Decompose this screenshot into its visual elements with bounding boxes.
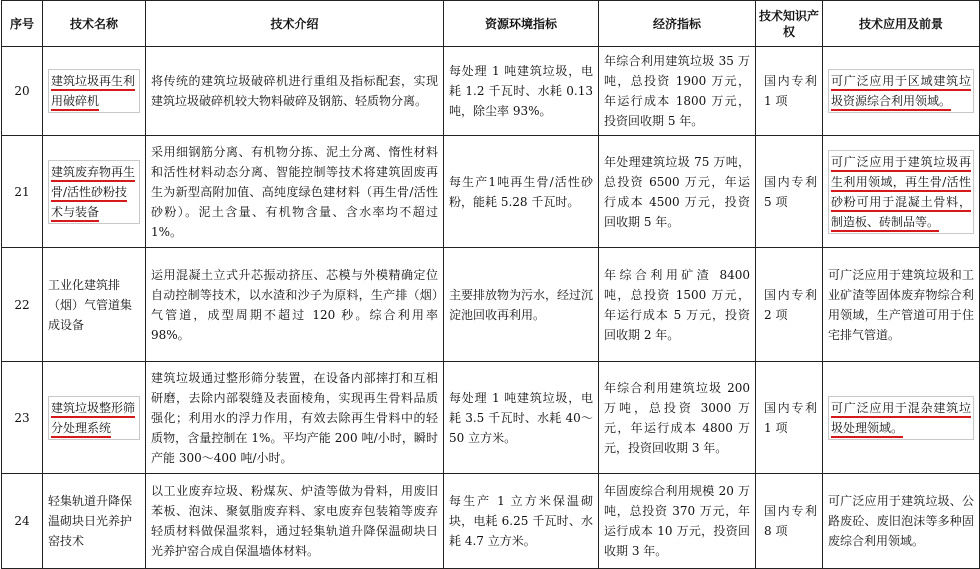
application-cell xyxy=(823,47,980,136)
header-name: 技术名称 xyxy=(43,1,146,47)
table-row xyxy=(2,362,980,474)
header-intro: 技术介绍 xyxy=(146,1,444,47)
tech-intro-cell: 运用混凝土立式升芯振动挤压、芯模与外模精确定位自动控制等技术，以水渣和沙子为原料，生产排（烟）气管道，成型周期不超过 120 秒。综合利用率 98%。 xyxy=(146,248,444,362)
tech-name-cell: 轻集轨道升降保温砌块日光养护窑技术 xyxy=(43,474,146,569)
header-row xyxy=(2,1,980,47)
env-indicator-cell: 每生产1吨再生骨/活性砂粉，能耗 5.28 千瓦时。 xyxy=(444,136,599,248)
highlighted-text: 建筑垃圾再生利用破碎机 xyxy=(51,74,136,108)
highlighted-text: 建筑废弃物再生骨/活性砂粉技术与装备 xyxy=(51,164,136,219)
header-econ: 经济指标 xyxy=(599,1,756,47)
tech-intro-cell: 采用细钢筋分离、有机物分拣、泥土分离、惰性材料和活性材料动态分离、智能控制等技术将建筑固废再生为新型高附加值、高纯度绿色建材料（再生骨/活性砂粉）。泥土含量、有机物含量、含水率均不超过 1%。 xyxy=(146,136,444,248)
highlight-box xyxy=(48,396,140,440)
tech-intro-cell: 以工业废弃垃圾、粉煤灰、炉渣等做为骨料，用废旧苯板、泡沫、聚氨脂废弃料、家电废弃包装箱等废弃轻质材料做保温浆料，通过轻集轨道升降保温砌块日光养护窑合成自保温墙体材料。 xyxy=(146,474,444,569)
ip-cell: 国内专利 1 项 xyxy=(756,362,823,474)
header-ip: 技术知识产权 xyxy=(756,1,823,47)
ip-cell: 国内专利 5 项 xyxy=(756,136,823,248)
application-cell xyxy=(823,136,980,248)
highlight-box xyxy=(48,69,140,113)
row-index-cell: 20 xyxy=(2,47,43,136)
highlight-box xyxy=(828,396,974,440)
highlighted-text: 建筑垃圾整形筛分处理系统 xyxy=(51,400,136,435)
table-row xyxy=(2,474,980,569)
application-cell xyxy=(823,362,980,474)
highlight-box xyxy=(828,150,974,234)
row-index-cell: 24 xyxy=(2,474,43,569)
highlight-box xyxy=(828,69,974,113)
econ-indicator-cell: 年综合利用建筑垃圾 35 万吨，总投资 1900 万元，年运行成本 1800 万元，投资回收期 5 年。 xyxy=(599,47,756,136)
table-row xyxy=(2,248,980,362)
ip-cell: 国内专利 1 项 xyxy=(756,47,823,136)
tech-intro-cell: 将传统的建筑垃圾破碎机进行重组及指标配套，实现建筑垃圾破碎机较大物料破碎及钢筋、轻质物分离。 xyxy=(146,47,444,136)
header-index: 序号 xyxy=(2,1,43,47)
econ-indicator-cell: 年处理建筑垃圾 75 万吨，总投资 6500 万元，年运行成本 4500 万元，投资回收期 5 年。 xyxy=(599,136,756,248)
highlighted-text: 可广泛应用于混杂建筑垃圾处理领域。 xyxy=(831,400,971,435)
highlight-box xyxy=(48,160,140,224)
econ-indicator-cell: 年综合利用矿渣 8400 吨，总投资 1500 万元，年运行成本 5 万元，投资回收期 2 年。 xyxy=(599,248,756,362)
tech-name-cell xyxy=(43,136,146,248)
row-index-cell: 21 xyxy=(2,136,43,248)
tech-name-cell: 工业化建筑排（烟）气管道集成设备 xyxy=(43,248,146,362)
table-body xyxy=(2,47,980,569)
header-env: 资源环境指标 xyxy=(444,1,599,47)
env-indicator-cell: 每生产 1 立方米保温砌块，电耗 6.25 千瓦时、水耗 4.7 立方米。 xyxy=(444,474,599,569)
econ-indicator-cell: 年固废综合利用规模 20 万吨，总投资 370 万元，年运行成本 10 万元，投资回收期 3 年。 xyxy=(599,474,756,569)
table-row xyxy=(2,136,980,248)
row-index-cell: 23 xyxy=(2,362,43,474)
highlighted-text: 可广泛应用于建筑垃圾再生利用领域，再生骨/活性砂粉可用于混凝土骨料，制造板、砖制品等。 xyxy=(831,154,971,229)
tech-intro-cell: 建筑垃圾通过整形筛分装置，在设备内部摔打和互相研磨，去除内部裂缝及表面棱角，实现再生骨料品质强化；利用水的浮力作用，有效去除再生骨料中的轻质物，含量控制在 1%。平均产能 200 吨/小时，瞬时产能 300～400 吨/小时。 xyxy=(146,362,444,474)
table-row xyxy=(2,47,980,136)
tech-name-cell xyxy=(43,47,146,136)
env-indicator-cell: 每处理 1 吨建筑垃圾，电耗 1.2 千瓦时、水耗 0.13 吨，除尘率 93%。 xyxy=(444,47,599,136)
highlighted-text: 可广泛应用于区域建筑垃圾资源综合利用领域。 xyxy=(831,74,971,108)
header-app: 技术应用及前景 xyxy=(823,1,980,47)
row-index-cell: 22 xyxy=(2,248,43,362)
application-cell: 可广泛应用于建筑垃圾和工业矿渣等固体废弃物综合利用领域，生产管道可用于住宅排气管道。 xyxy=(823,248,980,362)
application-cell: 可广泛应用于建筑垃圾、公路废砼、废旧泡沫等多种固废综合利用领域。 xyxy=(823,474,980,569)
econ-indicator-cell: 年综合利用建筑垃圾 200 万吨，总投资 3000 万元，年运行成本 4800 万元，投资回收期 3 年。 xyxy=(599,362,756,474)
tech-name-cell xyxy=(43,362,146,474)
env-indicator-cell: 每处理 1 吨建筑垃圾，电耗 3.5 千瓦时、水耗 40～50 立方米。 xyxy=(444,362,599,474)
technology-table xyxy=(1,0,980,569)
ip-cell: 国内专利 2 项 xyxy=(756,248,823,362)
ip-cell: 国内专利 8 项 xyxy=(756,474,823,569)
env-indicator-cell: 主要排放物为污水，经过沉淀池回收再利用。 xyxy=(444,248,599,362)
